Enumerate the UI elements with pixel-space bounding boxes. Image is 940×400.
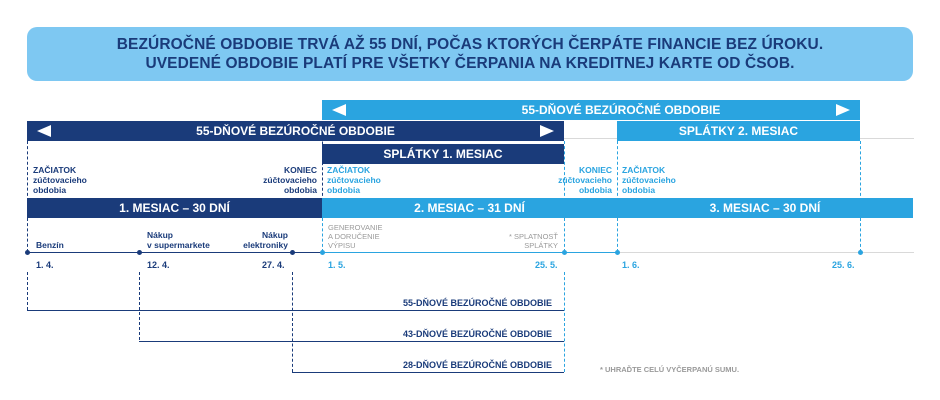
timeline-dot	[615, 250, 620, 255]
dashed-line	[322, 218, 323, 252]
date-label: 1. 6.	[622, 260, 640, 270]
event-benzin: Benzín	[36, 240, 64, 250]
timeline-dot	[858, 250, 863, 255]
dashed-line	[617, 218, 618, 252]
timeline-dot	[137, 250, 142, 255]
date-label: 25. 6.	[832, 260, 855, 270]
date-label: 27. 4.	[262, 260, 285, 270]
dashed-line	[292, 272, 293, 372]
dashed-line	[564, 272, 565, 372]
date-label: 25. 5.	[535, 260, 558, 270]
event-generovanie: GENEROVANIE A DORUČENIE VÝPISU	[328, 223, 383, 250]
koniec-2-label: KONIEC zúčtovacieho obdobia	[558, 165, 612, 195]
event-elektronika: Nákup elektroniky	[243, 230, 288, 250]
timeline-dot	[562, 250, 567, 255]
date-label: 12. 4.	[147, 260, 170, 270]
banner-line-2: UVEDENÉ OBDOBIE PLATÍ PRE VŠETKY ČERPANIA NA KREDITNEJ KARTE OD ČSOB.	[145, 55, 795, 72]
banner-line-1: BEZÚROČNÉ OBDOBIE TRVÁ AŽ 55 DNÍ, POČAS KTORÝCH ČERPÁTE FINANCIE BEZ ÚROKU.	[116, 36, 824, 53]
splatky-2-bar	[617, 121, 860, 141]
top-55-day-bar	[322, 100, 860, 120]
timeline-dot	[320, 250, 325, 255]
dashed-line	[617, 141, 618, 201]
info-banner	[27, 27, 913, 81]
period-55-line	[27, 310, 564, 311]
dashed-line	[139, 272, 140, 340]
timeline-dot	[25, 250, 30, 255]
dashed-line	[322, 121, 323, 201]
arrow-left-icon	[332, 104, 346, 116]
event-supermarket: Nákup v supermarkete	[147, 230, 210, 250]
timeline-axis-light	[322, 252, 617, 253]
koniec-1-label: KONIEC zúčtovacieho obdobia	[263, 165, 317, 195]
arrow-right-icon	[540, 125, 554, 137]
date-label: 1. 5.	[328, 260, 346, 270]
dashed-line	[27, 218, 28, 252]
event-splatnost: * SPLATNOSŤ SPLÁTKY	[508, 232, 558, 250]
month-3-label: 3. MESIAC – 30 DNÍ	[709, 201, 821, 215]
splatky-2-label: SPLÁTKY 2. MESIAC	[678, 124, 799, 138]
month-3-bar	[617, 198, 913, 218]
arrow-left-icon	[37, 125, 51, 137]
period-28-label: 28-DŇOVÉ BEZÚROČNÉ OBDOBIE	[402, 360, 552, 370]
month-2-label: 2. MESIAC – 31 DNÍ	[414, 201, 525, 215]
period-55-label: 55-DŇOVÉ BEZÚROČNÉ OBDOBIE	[402, 298, 552, 308]
month-1-label: 1. MESIAC – 30 DNÍ	[119, 201, 230, 215]
footnote: * UHRAĎTE CELÚ VYČERPANÚ SUMU.	[600, 365, 740, 374]
splatky-1-bar	[322, 144, 564, 164]
period-43-label: 43-DŇOVÉ BEZÚROČNÉ OBDOBIE	[402, 329, 552, 339]
timeline-axis-dark	[27, 252, 322, 253]
dashed-line	[860, 218, 861, 252]
dashed-line	[27, 141, 28, 201]
grid-line	[617, 252, 914, 253]
period-28-line	[292, 372, 564, 373]
month-2-bar	[322, 198, 617, 218]
splatky-1-label: SPLÁTKY 1. MESIAC	[383, 147, 503, 161]
zaciatok-2-label: ZAČIATOK zúčtovacieho obdobia	[327, 165, 381, 195]
dashed-line	[860, 141, 861, 201]
top-55-day-label: 55-DŇOVÉ BEZÚROČNÉ OBDOBIE	[521, 103, 721, 117]
zaciatok-1-label: ZAČIATOK zúčtovacieho obdobia	[33, 165, 87, 195]
month-1-bar	[27, 198, 322, 218]
arrow-right-icon	[836, 104, 850, 116]
mid-55-day-bar	[27, 121, 564, 141]
date-label: 1. 4.	[36, 260, 54, 270]
mid-55-day-label: 55-DŇOVÉ BEZÚROČNÉ OBDOBIE	[196, 124, 395, 138]
dashed-line	[564, 218, 565, 252]
period-43-line	[139, 341, 564, 342]
timeline-dot	[290, 250, 295, 255]
zaciatok-3-label: ZAČIATOK zúčtovacieho obdobia	[622, 165, 676, 195]
dashed-line	[27, 272, 28, 310]
